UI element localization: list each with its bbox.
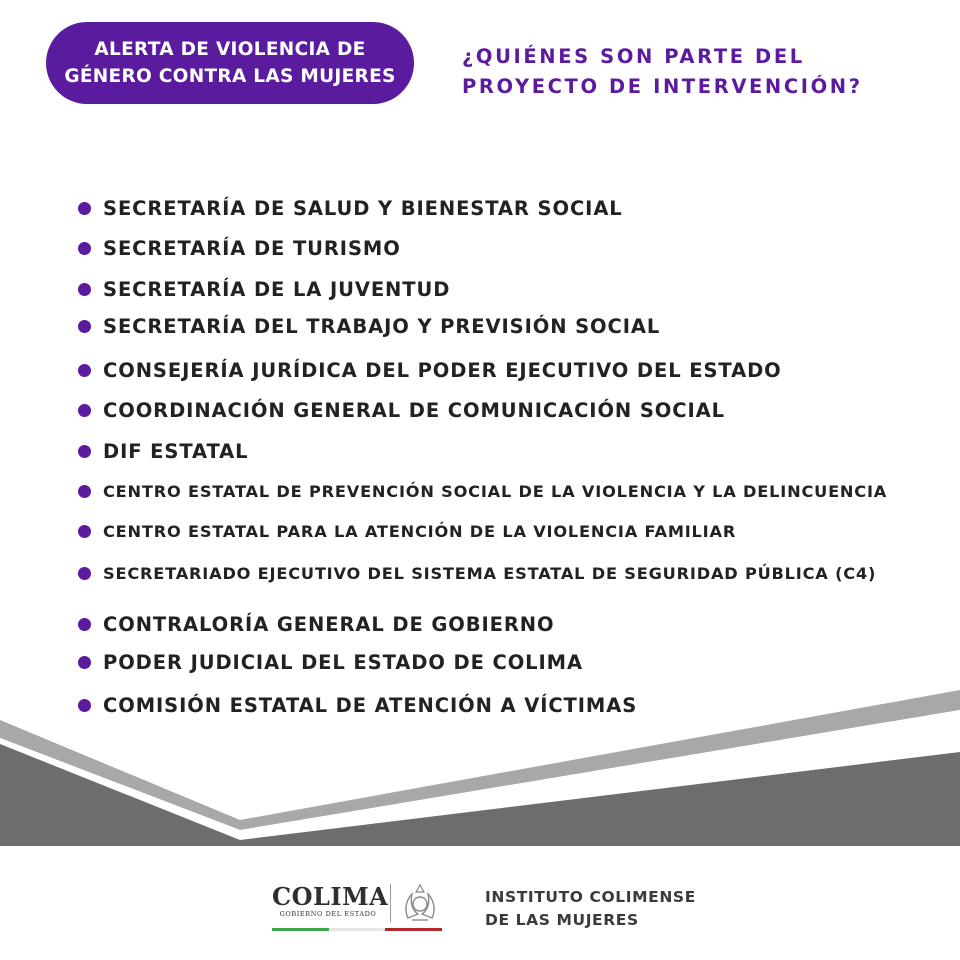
list-item xyxy=(78,359,782,382)
list-item xyxy=(78,613,555,636)
bullet-icon xyxy=(78,202,91,215)
flag-stripe xyxy=(272,928,442,931)
list-item xyxy=(78,237,401,260)
bullet-icon xyxy=(78,283,91,296)
list-item-label: CONTRALORÍA GENERAL DE GOBIERNO xyxy=(103,613,555,636)
list-item xyxy=(78,651,583,674)
bullet-icon xyxy=(78,618,91,631)
list-item-label: PODER JUDICIAL DEL ESTADO DE COLIMA xyxy=(103,651,583,674)
list-item-label: DIF ESTATAL xyxy=(103,440,249,463)
bullet-icon xyxy=(78,404,91,417)
list-item xyxy=(78,197,623,220)
list-item xyxy=(78,522,736,541)
bullet-icon xyxy=(78,364,91,377)
bullet-icon xyxy=(78,320,91,333)
list-item-label: CONSEJERÍA JURÍDICA DEL PODER EJECUTIVO DEL ESTADO xyxy=(103,359,782,382)
page-title-line1: ¿QUIÉNES SON PARTE DEL xyxy=(462,45,805,68)
institute-name xyxy=(485,886,696,932)
logo-wordmark: COLIMA xyxy=(272,882,389,911)
bullet-icon xyxy=(78,567,91,580)
list-item xyxy=(78,399,725,422)
bullet-icon xyxy=(78,525,91,538)
state-seal-icon xyxy=(400,882,440,924)
alert-badge-line1: ALERTA DE VIOLENCIA DE xyxy=(94,39,366,60)
bullet-icon xyxy=(78,656,91,669)
institute-line2: DE LAS MUJERES xyxy=(485,911,639,929)
page-title-line2: PROYECTO DE INTERVENCIÓN? xyxy=(462,75,863,98)
list-item xyxy=(78,315,660,338)
list-item xyxy=(78,278,450,301)
list-item-label: SECRETARÍA DE SALUD Y BIENESTAR SOCIAL xyxy=(103,197,623,220)
alert-badge-line2: GÉNERO CONTRA LAS MUJERES xyxy=(64,66,396,87)
list-item xyxy=(78,482,887,501)
bullet-icon xyxy=(78,445,91,458)
list-item-label: COMISIÓN ESTATAL DE ATENCIÓN A VÍCTIMAS xyxy=(103,694,638,717)
list-item-label: CENTRO ESTATAL DE PREVENCIÓN SOCIAL DE LA VIOLENCIA Y LA DELINCUENCIA xyxy=(103,482,888,501)
decorative-band xyxy=(0,690,960,850)
footer xyxy=(0,846,960,960)
list-item-label: SECRETARÍA DE LA JUVENTUD xyxy=(103,278,451,301)
bullet-icon xyxy=(78,485,91,498)
institute-line1: INSTITUTO COLIMENSE xyxy=(485,888,696,906)
government-logo xyxy=(272,882,442,934)
list-item-label: SECRETARÍA DE TURISMO xyxy=(103,237,401,260)
logo-divider xyxy=(390,884,391,922)
bullet-icon xyxy=(78,242,91,255)
list-item xyxy=(78,440,249,463)
list-item-label: SECRETARIADO EJECUTIVO DEL SISTEMA ESTATAL DE SEGURIDAD PÚBLICA (C4) xyxy=(103,564,877,583)
logo-subtitle: GOBIERNO DEL ESTADO xyxy=(279,910,377,918)
list-item-label: SECRETARÍA DEL TRABAJO Y PREVISIÓN SOCIAL xyxy=(103,315,661,338)
list-item-label: COORDINACIÓN GENERAL DE COMUNICACIÓN SOCIAL xyxy=(103,399,725,422)
list-item-label: CENTRO ESTATAL PARA LA ATENCIÓN DE LA VIOLENCIA FAMILIAR xyxy=(103,522,737,541)
list-item xyxy=(78,564,876,583)
